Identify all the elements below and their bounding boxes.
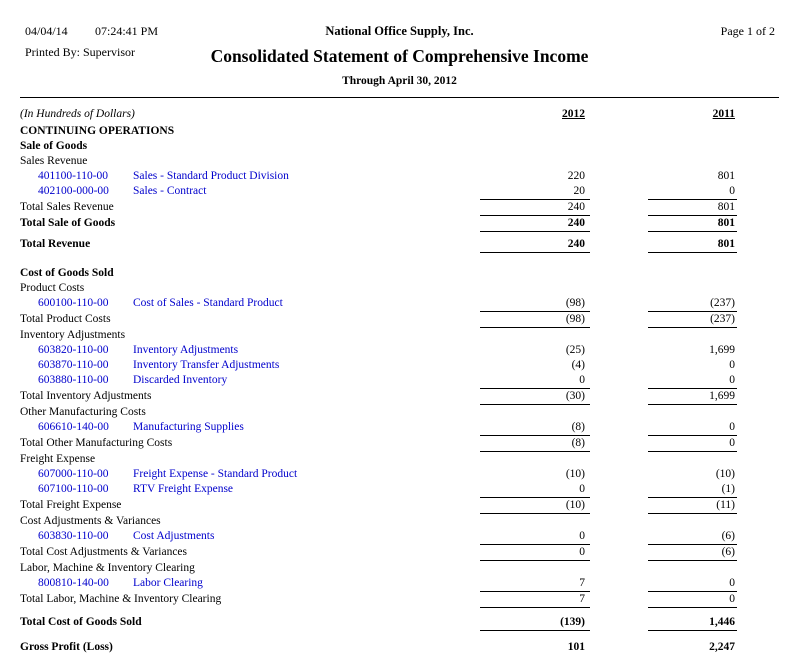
account-code-link[interactable]: 402100-000-00 <box>38 185 109 197</box>
account-label <box>20 576 480 591</box>
report-row <box>0 216 799 232</box>
account-label <box>20 169 480 184</box>
value-2012: (139) <box>480 615 590 631</box>
value-2011: 1,446 <box>648 615 737 631</box>
report-row <box>0 640 799 654</box>
value-2011: (11) <box>648 497 737 514</box>
account-code-link[interactable]: 603830-110-00 <box>38 530 109 542</box>
account-code-link[interactable]: 603880-110-00 <box>38 374 109 386</box>
report-row <box>0 154 799 169</box>
report-row <box>0 544 799 561</box>
value-2011: 801 <box>648 237 737 253</box>
group-label: Labor, Machine & Inventory Clearing <box>20 562 195 574</box>
report-row <box>0 184 799 199</box>
value-2011: 801 <box>717 170 735 182</box>
report-row <box>0 199 799 216</box>
account-description-link[interactable]: Inventory Adjustments <box>133 344 239 356</box>
value-2012: (10) <box>565 468 585 480</box>
value-2011: 0 <box>648 591 737 608</box>
report-row <box>0 311 799 328</box>
report-row <box>0 237 799 253</box>
report-row <box>0 514 799 529</box>
value-2011: (1) <box>721 483 735 495</box>
account-description-link[interactable]: Manufacturing Supplies <box>133 421 244 433</box>
report-row <box>0 576 799 591</box>
total-label: Total Product Costs <box>20 313 111 325</box>
account-code-link[interactable]: 607000-110-00 <box>38 468 109 480</box>
account-description-link[interactable]: Freight Expense - Standard Product <box>133 468 298 480</box>
value-2012: 0 <box>480 544 590 561</box>
printed-by: Printed By: Supervisor <box>25 45 135 59</box>
spacer-row <box>0 631 799 640</box>
value-2012: 220 <box>567 170 585 182</box>
report-row <box>0 169 799 184</box>
value-2012: 240 <box>480 237 590 253</box>
account-code-link[interactable]: 600100-110-00 <box>38 297 109 309</box>
report-date: 04/04/14 <box>25 24 68 38</box>
value-2011: 801 <box>648 199 737 216</box>
account-description-link[interactable]: Discarded Inventory <box>133 374 228 386</box>
account-description-link[interactable]: Cost Adjustments <box>133 530 215 542</box>
report-row <box>0 266 799 281</box>
group-label: Other Manufacturing Costs <box>20 406 146 418</box>
account-code-link[interactable]: 603870-110-00 <box>38 359 109 371</box>
value-2011: (237) <box>648 311 737 328</box>
report-header <box>0 0 799 99</box>
account-code-link[interactable]: 401100-110-00 <box>38 170 109 182</box>
total-label: Total Freight Expense <box>20 499 122 511</box>
value-2012: (8) <box>571 421 585 433</box>
report-row <box>0 467 799 482</box>
account-description-link[interactable]: Sales - Standard Product Division <box>133 170 289 182</box>
account-label <box>20 343 480 358</box>
value-2012: 0 <box>579 374 585 386</box>
value-2011: 2,247 <box>709 641 735 653</box>
report-row <box>0 482 799 497</box>
account-code-link[interactable]: 607100-110-00 <box>38 483 109 495</box>
report-row <box>0 561 799 576</box>
group-label: Cost Adjustments & Variances <box>20 515 161 527</box>
account-label <box>20 482 480 497</box>
spacer-row <box>0 253 799 266</box>
section-label: CONTINUING OPERATIONS <box>20 125 175 137</box>
total-label: Total Cost Adjustments & Variances <box>20 546 187 558</box>
report-row <box>0 296 799 311</box>
value-2011: 0 <box>729 421 735 433</box>
value-2012: 0 <box>579 530 585 542</box>
value-2011: 0 <box>729 185 735 197</box>
account-code-link[interactable]: 603820-110-00 <box>38 344 109 356</box>
report-row <box>0 139 799 154</box>
total-label: Total Sale of Goods <box>20 217 116 229</box>
column-header-2012: 2012 <box>562 108 585 120</box>
value-2011: 1,699 <box>648 388 737 405</box>
report-row <box>0 343 799 358</box>
value-2012: (4) <box>571 359 585 371</box>
account-label <box>20 420 480 435</box>
column-header-2011: 2011 <box>712 108 735 120</box>
group-label: Sales Revenue <box>20 155 88 167</box>
account-label <box>20 529 480 544</box>
account-label <box>20 373 480 388</box>
units-label: (In Hundreds of Dollars) <box>20 108 135 120</box>
total-label: Gross Profit (Loss) <box>20 641 113 653</box>
report-row <box>0 328 799 343</box>
group-label: Freight Expense <box>20 453 96 465</box>
account-label <box>20 467 480 482</box>
value-2012: 20 <box>573 185 585 197</box>
report-row <box>0 373 799 388</box>
value-2011: (237) <box>710 297 735 309</box>
account-code-link[interactable]: 606610-140-00 <box>38 421 109 433</box>
value-2012: (10) <box>480 497 590 514</box>
account-description-link[interactable]: Sales - Contract <box>133 185 207 197</box>
value-2012: 0 <box>579 483 585 495</box>
account-description-link[interactable]: Cost of Sales - Standard Product <box>133 297 283 309</box>
account-description-link[interactable]: Inventory Transfer Adjustments <box>133 359 280 371</box>
report-row <box>0 388 799 405</box>
section-label: Cost of Goods Sold <box>20 267 114 279</box>
value-2011: 801 <box>648 216 737 232</box>
report-body <box>0 124 799 654</box>
account-code-link[interactable]: 800810-140-00 <box>38 577 109 589</box>
report-row <box>0 358 799 373</box>
value-2012: (8) <box>480 435 590 452</box>
value-2011: 0 <box>648 435 737 452</box>
value-2012: (30) <box>480 388 590 405</box>
account-label <box>20 296 480 311</box>
page-indicator: Page 1 of 2 <box>720 24 775 38</box>
value-2012: (98) <box>565 297 585 309</box>
report-title: Consolidated Statement of Comprehensive Income <box>210 46 589 66</box>
account-description-link[interactable]: Labor Clearing <box>133 577 203 589</box>
report-subtitle: Through April 30, 2012 <box>342 75 457 87</box>
value-2012: 240 <box>480 216 590 232</box>
total-label: Total Revenue <box>20 238 91 250</box>
value-2011: 0 <box>729 577 735 589</box>
value-2011: 1,699 <box>709 344 735 356</box>
total-label: Total Labor, Machine & Inventory Clearing <box>20 593 222 605</box>
account-label <box>20 184 480 199</box>
value-2011: (10) <box>715 468 735 480</box>
report-row <box>0 497 799 514</box>
account-description-link[interactable]: RTV Freight Expense <box>133 483 234 495</box>
value-2012: (25) <box>565 344 585 356</box>
report-row <box>0 124 799 139</box>
value-2011: (6) <box>721 530 735 542</box>
total-label: Total Sales Revenue <box>20 201 114 213</box>
value-2012: 240 <box>480 199 590 216</box>
total-label: Total Other Manufacturing Costs <box>20 437 173 449</box>
value-2012: (98) <box>480 311 590 328</box>
value-2012: 101 <box>567 641 585 653</box>
report-row <box>0 281 799 296</box>
value-2012: 7 <box>480 591 590 608</box>
value-2011: (6) <box>648 544 737 561</box>
report-time: 07:24:41 PM <box>95 24 159 38</box>
report-row <box>0 405 799 420</box>
report-row <box>0 420 799 435</box>
group-label: Inventory Adjustments <box>20 329 126 341</box>
report-row <box>0 435 799 452</box>
report-row <box>0 615 799 631</box>
account-label <box>20 358 480 373</box>
total-label: Total Cost of Goods Sold <box>20 616 142 628</box>
report-row <box>0 452 799 467</box>
group-label: Product Costs <box>20 282 85 294</box>
header-rule <box>20 97 779 98</box>
total-label: Total Inventory Adjustments <box>20 390 152 402</box>
section-label: Sale of Goods <box>20 140 88 152</box>
value-2011: 0 <box>729 359 735 371</box>
value-2012: 7 <box>579 577 585 589</box>
column-header-row <box>0 99 799 124</box>
report-row <box>0 591 799 608</box>
report-row <box>0 529 799 544</box>
value-2011: 0 <box>729 374 735 386</box>
spacer-row <box>0 608 799 615</box>
company-name: National Office Supply, Inc. <box>325 24 474 38</box>
